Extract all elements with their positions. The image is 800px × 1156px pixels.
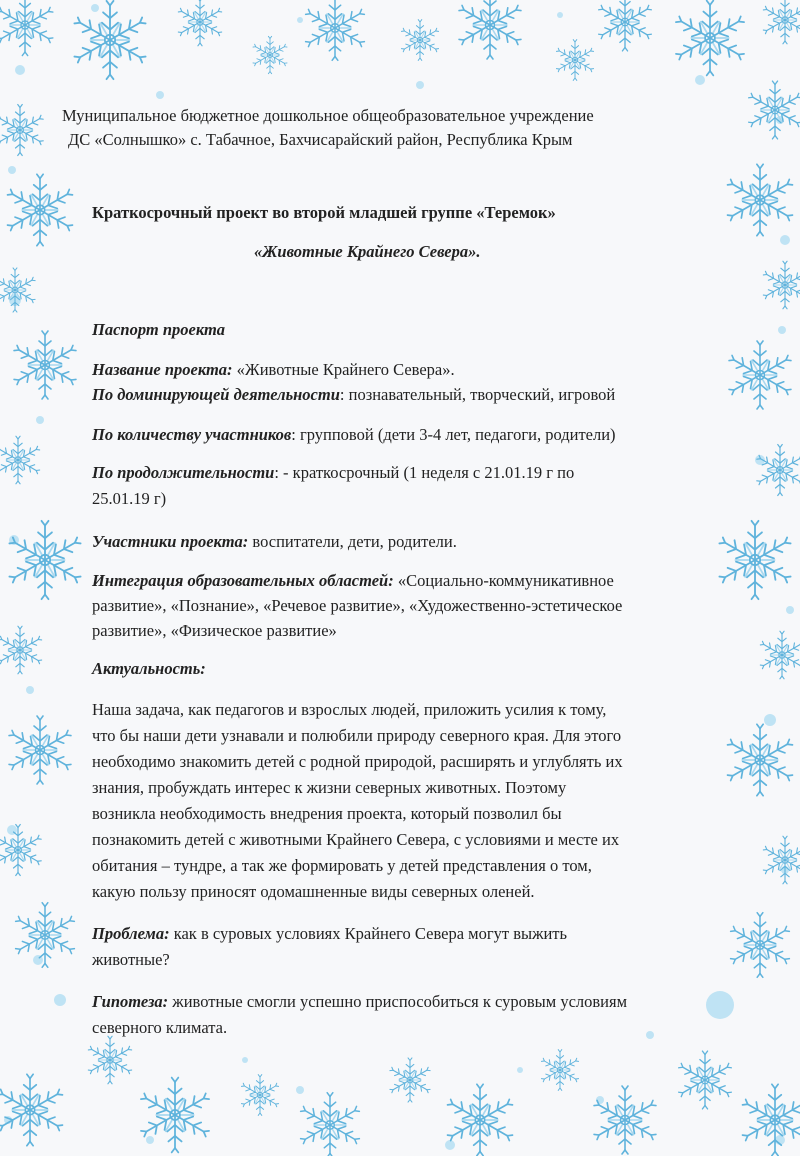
duration-value-2: 25.01.19 г) [92,489,167,508]
participants-count-value: : групповой (дети 3-4 лет, педагоги, родители) [291,425,616,444]
problem-value-2: животные? [92,950,170,969]
header-line-2: ДС «Солнышко» с. Табачное, Бахчисарайский район, Республика Крым [68,130,573,149]
activity-row [92,383,615,407]
project-name-row [92,358,455,382]
project-name-value: «Животные Крайнего Севера». [232,360,455,379]
duration-row [92,461,574,485]
header-line-1: Муниципальное бюджетное дошкольное общеобразовательное учреждение [62,106,594,125]
participants-value: воспитатели, дети, родители. [248,532,457,551]
relevance-line: что бы наши дети узнавали и полюбили природу северного края. Для этого [92,726,622,745]
relevance-line: Наша задача, как педагогов и взрослых людей, приложить усилия к тому, [92,700,607,719]
participants-row [92,530,457,554]
problem-row [92,922,567,946]
problem-value-1: как в суровых условиях Крайнего Севера могут выжить [169,924,568,943]
integration-value-3: развитие», «Физическое развитие» [92,621,337,640]
relevance-line: обитания – тундре, а так же формировать у детей представления о том, [92,856,592,875]
integration-label: Интеграция образовательных областей: [92,571,394,590]
hypothesis-label: Гипотеза: [92,992,169,1011]
duration-label: По продолжительности [92,463,275,482]
relevance-line: познакомить детей с животными Крайнего Севера, с условиями и месте их [92,830,620,849]
relevance-line: какую пользу приносят одомашненные виды северных оленей. [92,882,535,901]
relevance-line: возникла необходимость внедрения проекта, который позволил бы [92,804,562,823]
hypothesis-value-2: северного климата. [92,1018,228,1037]
relevance-line: необходимо знакомить детей с родной природой, расширять и углублять их [92,752,623,771]
duration-value-1: : - краткосрочный (1 неделя с 21.01.19 г по [274,463,575,482]
participants-count-row [92,423,616,447]
project-title-line-1: Краткосрочный проект во второй младшей группе «Теремок» [92,203,556,222]
integration-value-2: развитие», «Познание», «Речевое развитие», «Художественно-эстетическое [92,596,623,615]
project-name-label: Название проекта: [92,360,233,379]
activity-value: : познавательный, творческий, игровой [339,385,616,404]
participants-count-label: По количеству участников [92,425,292,444]
relevance-heading: Актуальность: [92,659,206,678]
hypothesis-value-1: животные смогли успешно приспособиться к суровым условиям [168,992,628,1011]
problem-label: Проблема: [92,924,170,943]
integration-value-1: «Социально-коммуникативное [393,571,614,590]
passport-heading: Паспорт проекта [92,320,226,339]
project-title-line-2: «Животные Крайнего Севера». [254,242,481,261]
relevance-line: знания, пробуждать интерес к жизни северных животных. Поэтому [92,778,567,797]
integration-row [92,569,614,593]
participants-label: Участники проекта: [92,532,249,551]
hypothesis-row [92,990,627,1014]
activity-label: По доминирующей деятельности [92,385,340,404]
